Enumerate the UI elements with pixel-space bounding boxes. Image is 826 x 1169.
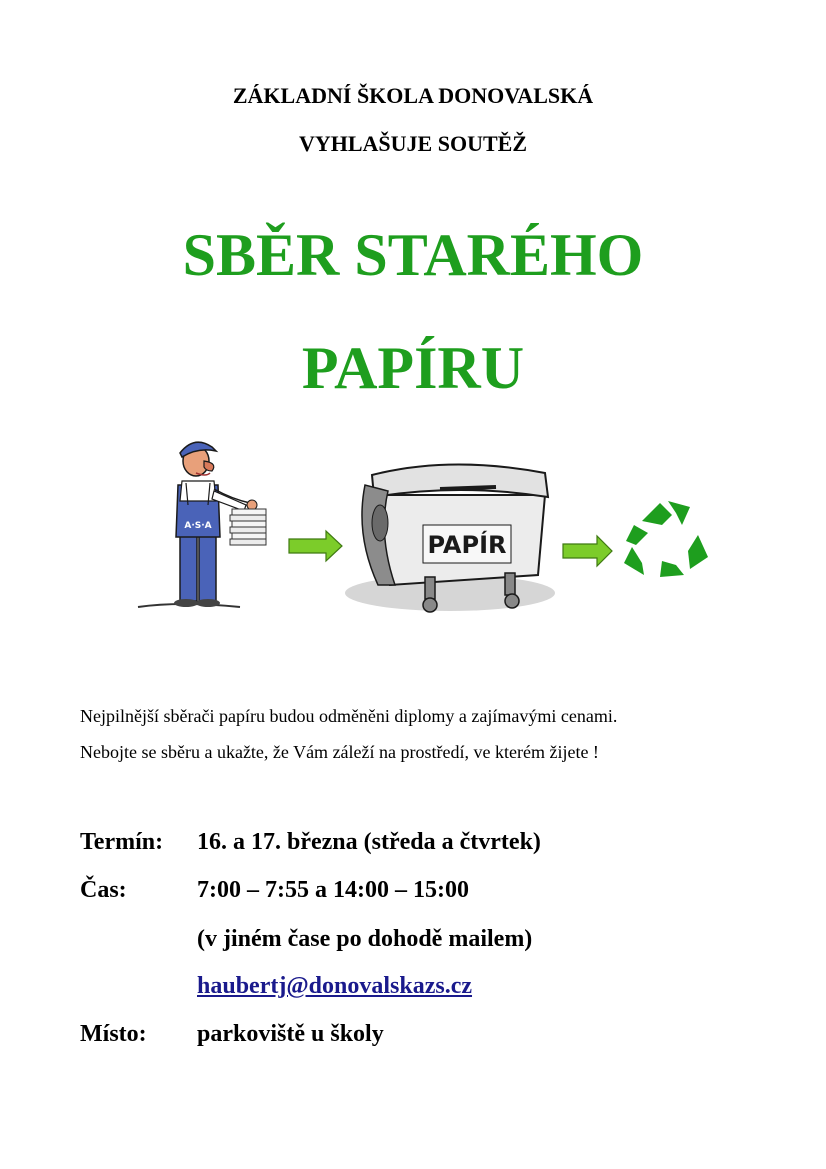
place-label: Místo: bbox=[80, 1021, 147, 1047]
headline-line-2: PAPÍRU bbox=[301, 335, 525, 401]
shirt-label: A·S·A bbox=[184, 521, 212, 531]
motivation-paragraph: Nebojte se sběru a ukažte, že Vám záleží na prostředí, ve kterém žijete ! bbox=[80, 742, 599, 762]
place-value: parkoviště u školy bbox=[197, 1021, 384, 1047]
school-name: ZÁKLADNÍ ŠKOLA DONOVALSKÁ bbox=[232, 83, 594, 108]
email-text[interactable]: haubertj@donovalskazs.cz bbox=[197, 973, 473, 999]
contact-email-link[interactable] bbox=[197, 971, 472, 1001]
arrow-right-icon bbox=[289, 531, 342, 561]
worker-holding-papers-icon bbox=[138, 442, 266, 607]
prize-paragraph: Nejpilnější sběrači papíru budou odměněni diplomy a zajímavými cenami. bbox=[80, 706, 618, 726]
term-value: 16. a 17. března (středa a čtvrtek) bbox=[197, 829, 541, 855]
bin-label: PAPÍR bbox=[427, 531, 507, 559]
recycle-icon bbox=[624, 501, 708, 577]
recycling-illustration bbox=[0, 425, 826, 640]
time-value: 7:00 – 7:55 a 14:00 – 15:00 bbox=[197, 877, 469, 903]
arrow-right-icon bbox=[563, 536, 612, 566]
announce-line: VYHLAŠUJE SOUTĚŽ bbox=[298, 131, 527, 156]
alt-time-note: (v jiném čase po dohodě mailem) bbox=[197, 926, 533, 952]
headline-line-1: SBĚR STARÉHO bbox=[182, 222, 644, 288]
paper-container-icon bbox=[345, 464, 555, 612]
time-label: Čas: bbox=[80, 877, 127, 903]
term-label: Termín: bbox=[80, 829, 164, 855]
